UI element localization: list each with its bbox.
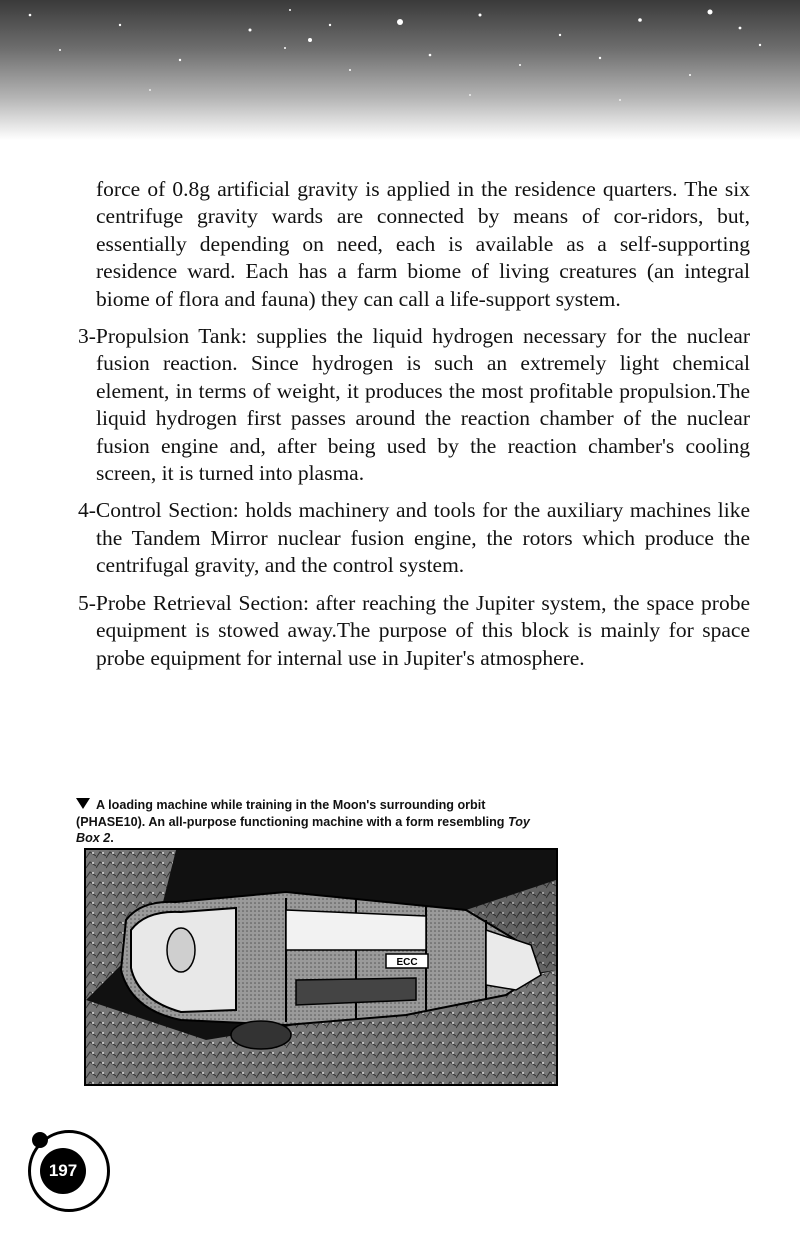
figure-caption [76,797,556,847]
paragraph-residence: force of 0.8g artificial gravity is applied in the residence quarters. The six centrifuge gravity wards are connected by means of cor-ridors, but, essentially depending on need, each is available as a self-supporting residence ward. Each has a farm biome of living creatures (an integral biome of flora and fauna) they can call a life-support system. [96,177,750,311]
page-number: 197 [40,1148,86,1194]
paragraph-control-section: 4-Control Section: holds machinery and tools for the auxiliary machines like the Tandem Mirror nuclear fusion engine, the rotors which produce the centrifugal gravity, and the control system. [78,498,750,578]
page-number-badge [28,1130,110,1212]
paragraph-propulsion-tank: 3-Propulsion Tank: supplies the liquid hydrogen necessary for the nuclear fusion reaction. Since hydrogen is such an extremely light chemical element, in terms of weight, it produces the most profitable propulsion.The liquid hydrogen first passes around the reaction chamber of the nuclear fusion engine and, after being used by the reaction chamber's cooling screen, it is turned into plasma. [78,324,750,486]
caption-title: Toy Box 2 [76,814,530,846]
spacecraft-illustration [84,848,558,1086]
hull-marking: ECC [396,957,418,968]
planet-dot-icon [32,1132,48,1148]
triangle-down-icon [76,798,90,809]
caption-text: A loading machine while training in the Moon's surrounding orbit (PHASE10). An all-purpose functioning machine with a form resembling [76,798,508,829]
caption-end: . [110,831,114,846]
body-text [78,176,750,682]
paragraph-probe-retrieval: 5-Probe Retrieval Section: after reaching the Jupiter system, the space probe equipment is stowed away.The purpose of this block is mainly for space probe equipment for internal use in Jupiter's atmosphere. [78,590,750,670]
starfield-graphic [0,0,800,140]
starfield-header [0,0,800,140]
